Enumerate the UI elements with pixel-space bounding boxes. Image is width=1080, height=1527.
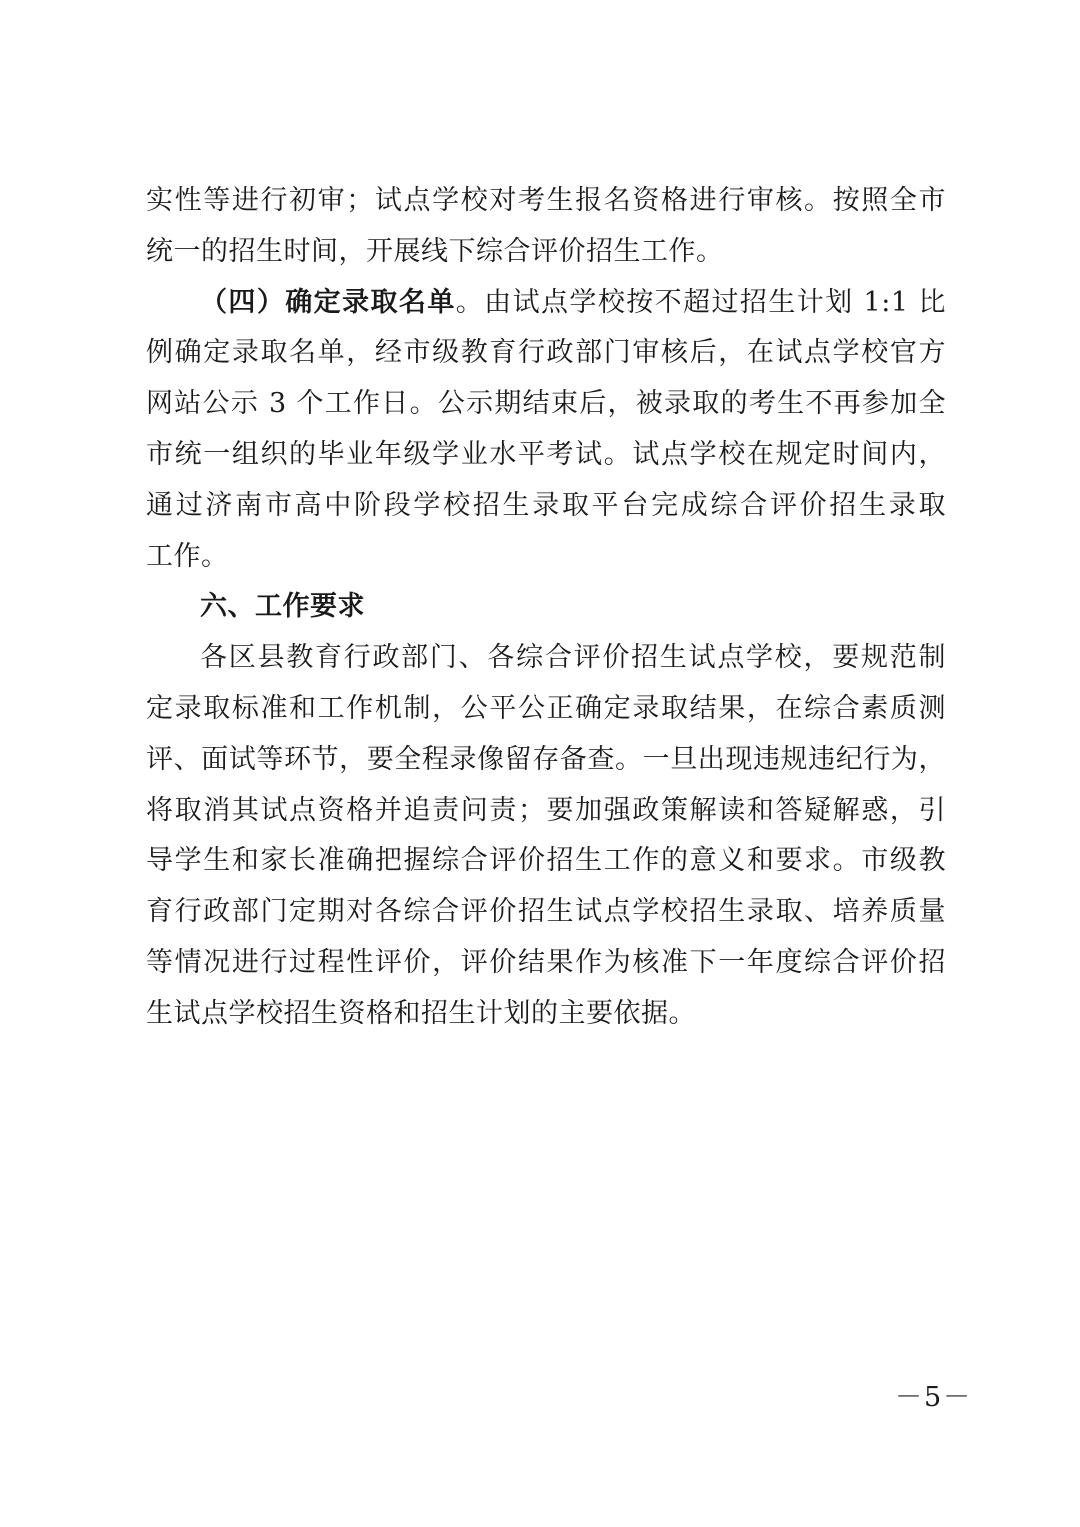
paragraph-line: 市统一组织的毕业年级学业水平考试。试点学校在规定时间内， — [146, 438, 946, 470]
paragraph-line: 工作。 — [146, 540, 229, 572]
paragraph-first-line — [146, 278, 946, 329]
page-number: －5－ — [895, 1382, 973, 1413]
paragraph-line: 实性等进行初审；试点学校对考生报名资格进行审核。按照全市 — [146, 185, 946, 216]
paragraph-line: 导学生和家长准确把握综合评价招生工作的意义和要求。市级教 — [146, 845, 946, 877]
paragraph-line: 评、面试等环节，要全程录像留存备查。一旦出现违规违纪行为， — [146, 743, 946, 775]
paragraph-line: 统一的招生时间，开展线下综合评价招生工作。 — [146, 235, 724, 267]
paragraph-line: 例确定录取名单，经市级教育行政部门审核后，在试点学校官方 — [146, 337, 946, 369]
paragraph-line: 网站公示 3 个工作日。公示期结束后，被录取的考生不再参加全 — [146, 388, 946, 420]
document-body — [146, 176, 946, 1040]
paragraph-text: 。由试点学校按不超过招生计划 1:1 比 — [455, 286, 947, 318]
paragraph-first-line: 各区县教育行政部门、各综合评价招生试点学校，要规范制 — [200, 642, 946, 674]
paragraph-line: 通过济南市高中阶段学校招生录取平台完成综合评价招生录取 — [146, 489, 946, 521]
paragraph-line: 将取消其试点资格并追责问责；要加强政策解读和答疑解惑，引 — [146, 794, 946, 826]
paragraph-line: 生试点学校招生资格和招生计划的主要依据。 — [146, 997, 696, 1029]
paragraph-line: 育行政部门定期对各综合评价招生试点学校招生录取、培养质量 — [146, 896, 946, 928]
section-heading: 六、工作要求 — [200, 591, 365, 623]
paragraph-line: 等情况进行过程性评价，评价结果作为核准下一年度综合评价招 — [146, 946, 946, 978]
subsection-title: （四）确定录取名单 — [200, 286, 456, 318]
paragraph-line: 定录取标准和工作机制，公平公正确定录取结果，在综合素质测 — [146, 692, 946, 724]
